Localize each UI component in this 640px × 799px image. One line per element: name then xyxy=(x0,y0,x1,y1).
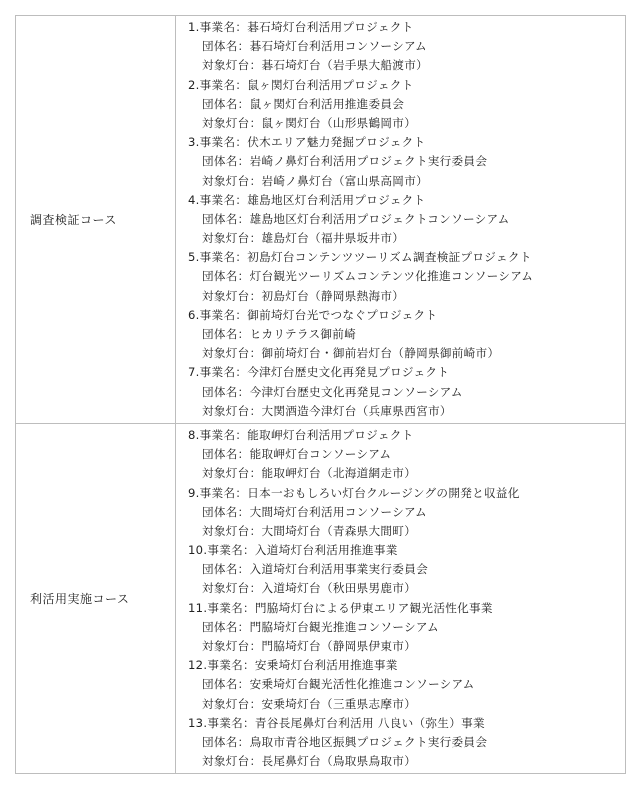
project-group: 団体名：岩崎ノ鼻灯台利活用プロジェクト実行委員会 xyxy=(202,154,488,169)
project-title: 7.事業名：今津灯台歴史文化再発見プロジェクト xyxy=(188,365,450,380)
project-group: 団体名：雄島地区灯台利活用プロジェクトコンソーシアム xyxy=(202,211,510,226)
project-entry xyxy=(176,133,625,191)
project-entry xyxy=(176,426,625,484)
project-title: 10.事業名：入道埼灯台利活用推進事業 xyxy=(188,543,398,558)
project-lighthouse: 対象灯台：大間埼灯台（青森県大間町） xyxy=(202,523,417,538)
project-group: 団体名：能取岬灯台コンソーシアム xyxy=(202,447,392,462)
project-lighthouse: 対象灯台：岩崎ノ鼻灯台（富山県高岡市） xyxy=(202,173,428,188)
project-entry xyxy=(176,541,625,599)
project-title: 4.事業名：雄島地区灯台利活用プロジェクト xyxy=(188,192,426,207)
project-title: 12.事業名：安乗埼灯台利活用推進事業 xyxy=(188,658,398,673)
course-table xyxy=(15,15,626,774)
project-lighthouse: 対象灯台：鼠ヶ関灯台（山形県鶴岡市） xyxy=(202,115,417,130)
project-entry xyxy=(176,484,625,542)
project-group: 団体名：今津灯台歴史文化再発見コンソーシアム xyxy=(202,384,463,399)
project-lighthouse: 対象灯台：御前埼灯台・御前岩灯台（静岡県御前崎市） xyxy=(202,346,500,361)
project-entry xyxy=(176,18,625,76)
project-group: 団体名：碁石埼灯台利活用コンソーシアム xyxy=(202,39,427,54)
project-lighthouse: 対象灯台：雄島灯台（福井県坂井市） xyxy=(202,231,405,246)
project-group: 団体名：灯台観光ツーリズムコンテンツ化推進コンソーシアム xyxy=(202,269,534,284)
project-group: 団体名：ヒカリテラス御前崎 xyxy=(202,327,357,341)
course-name-cell: 利活用実施コース xyxy=(16,423,176,773)
project-lighthouse: 対象灯台：安乗埼灯台（三重県志摩市） xyxy=(202,696,417,711)
project-entry xyxy=(176,363,625,421)
project-lighthouse: 対象灯台：能取岬灯台（北海道網走市） xyxy=(202,466,417,481)
project-lighthouse: 対象灯台：碁石埼灯台（岩手県大船渡市） xyxy=(202,58,428,73)
project-lighthouse: 対象灯台：大関酒造今津灯台（兵庫県西宮市） xyxy=(202,403,452,418)
project-entry xyxy=(176,599,625,657)
project-group: 団体名：入道埼灯台利活用事業実行委員会 xyxy=(202,562,428,577)
table-row xyxy=(16,16,626,424)
project-title: 3.事業名：伏木エリア魅力発掘プロジェクト xyxy=(188,135,426,150)
course-name-cell: 調査検証コース xyxy=(16,16,176,424)
project-entry xyxy=(176,248,625,306)
project-title: 13.事業名：青谷長尾鼻灯台利活用 八良い（弥生）事業 xyxy=(188,715,485,730)
project-lighthouse: 対象灯台：入道埼灯台（秋田県男鹿市） xyxy=(202,581,417,596)
project-group: 団体名：大間埼灯台利活用コンソーシアム xyxy=(202,504,427,519)
project-group: 団体名：鳥取市青谷地区振興プロジェクト実行委員会 xyxy=(202,734,488,749)
project-lighthouse: 対象灯台：門脇埼灯台（静岡県伊東市） xyxy=(202,639,417,653)
project-entry xyxy=(176,306,625,364)
project-title: 1.事業名：碁石埼灯台利活用プロジェクト xyxy=(188,20,414,34)
project-title: 11.事業名：門脇埼灯台による伊東エリア観光活性化事業 xyxy=(188,600,493,615)
project-entry xyxy=(176,714,625,772)
project-group: 団体名：安乗埼灯台観光活性化推進コンソーシアム xyxy=(202,677,475,692)
project-entry xyxy=(176,656,625,714)
project-list-cell xyxy=(176,16,626,424)
project-entry xyxy=(176,191,625,249)
project-group: 団体名：門脇埼灯台観光推進コンソーシアム xyxy=(202,619,439,634)
project-title: 9.事業名：日本一おもしろい灯台クルージングの開発と収益化 xyxy=(188,485,520,500)
project-lighthouse: 対象灯台：長尾鼻灯台（鳥取県鳥取市） xyxy=(202,754,417,769)
project-entry xyxy=(176,76,625,134)
project-lighthouse: 対象灯台：初島灯台（静岡県熱海市） xyxy=(202,288,405,303)
project-title: 6.事業名：御前埼灯台光でつなぐプロジェクト xyxy=(188,307,438,322)
project-title: 2.事業名：鼠ヶ関灯台利活用プロジェクト xyxy=(188,77,414,92)
project-title: 5.事業名：初島灯台コンテンツツーリズム調査検証プロジェクト xyxy=(188,250,532,265)
project-group: 団体名：鼠ヶ関灯台利活用推進委員会 xyxy=(202,96,405,111)
project-list-cell xyxy=(176,423,626,773)
project-title: 8.事業名：能取岬灯台利活用プロジェクト xyxy=(188,427,414,442)
table-row xyxy=(16,423,626,773)
